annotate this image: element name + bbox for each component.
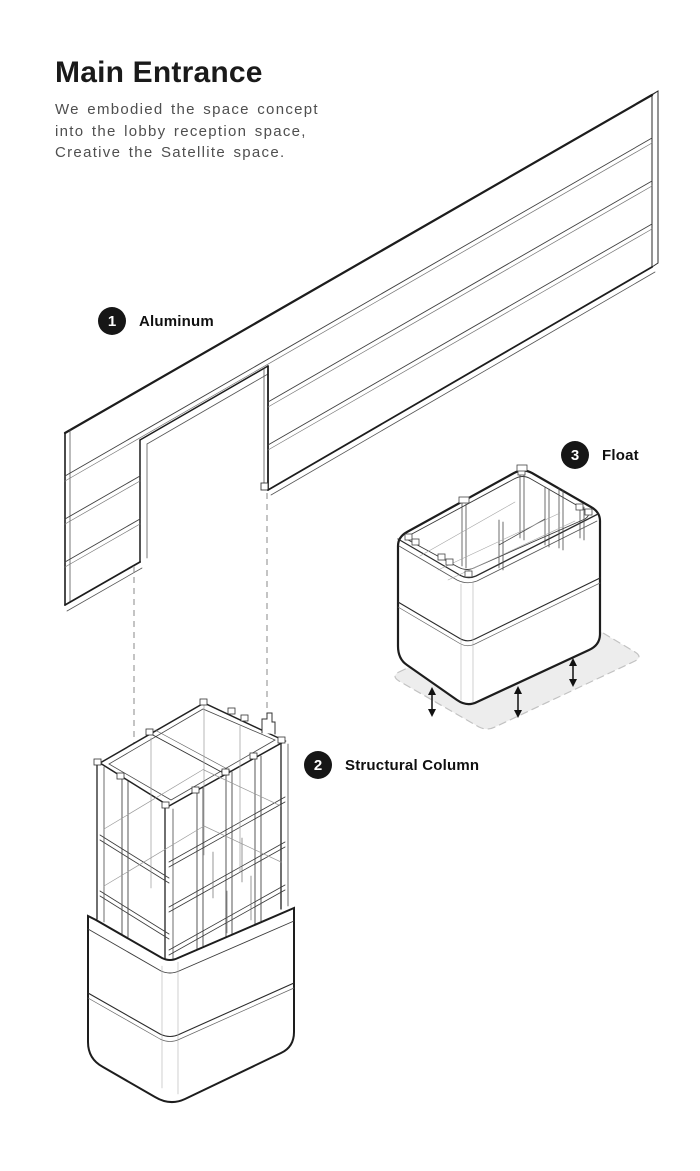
callout-structural-column: [304, 751, 479, 779]
callout-label-aluminum: Aluminum: [139, 312, 214, 330]
frame-connector-blocks: [94, 699, 285, 808]
number-badge-icon: 2: [304, 751, 332, 779]
projection-lines: [134, 493, 267, 744]
column-base: [88, 908, 294, 1102]
number-badge-icon: 3: [561, 441, 589, 469]
callout-label-float: Float: [602, 446, 639, 464]
callout-aluminum: [98, 307, 214, 335]
number-badge-icon: 1: [98, 307, 126, 335]
callout-float: [561, 441, 639, 469]
float-drawing: [395, 465, 639, 729]
callout-label-structural-column: Structural Column: [345, 756, 480, 774]
description-line: Creative the Satellite space.: [55, 144, 286, 161]
description-line: into the lobby reception space,: [55, 122, 307, 140]
structural-column-drawing: [88, 699, 294, 1102]
description-line: We embodied the space concept: [55, 101, 319, 118]
column-hook-detail: [262, 713, 275, 734]
page-title: Main Entrance: [55, 56, 263, 89]
